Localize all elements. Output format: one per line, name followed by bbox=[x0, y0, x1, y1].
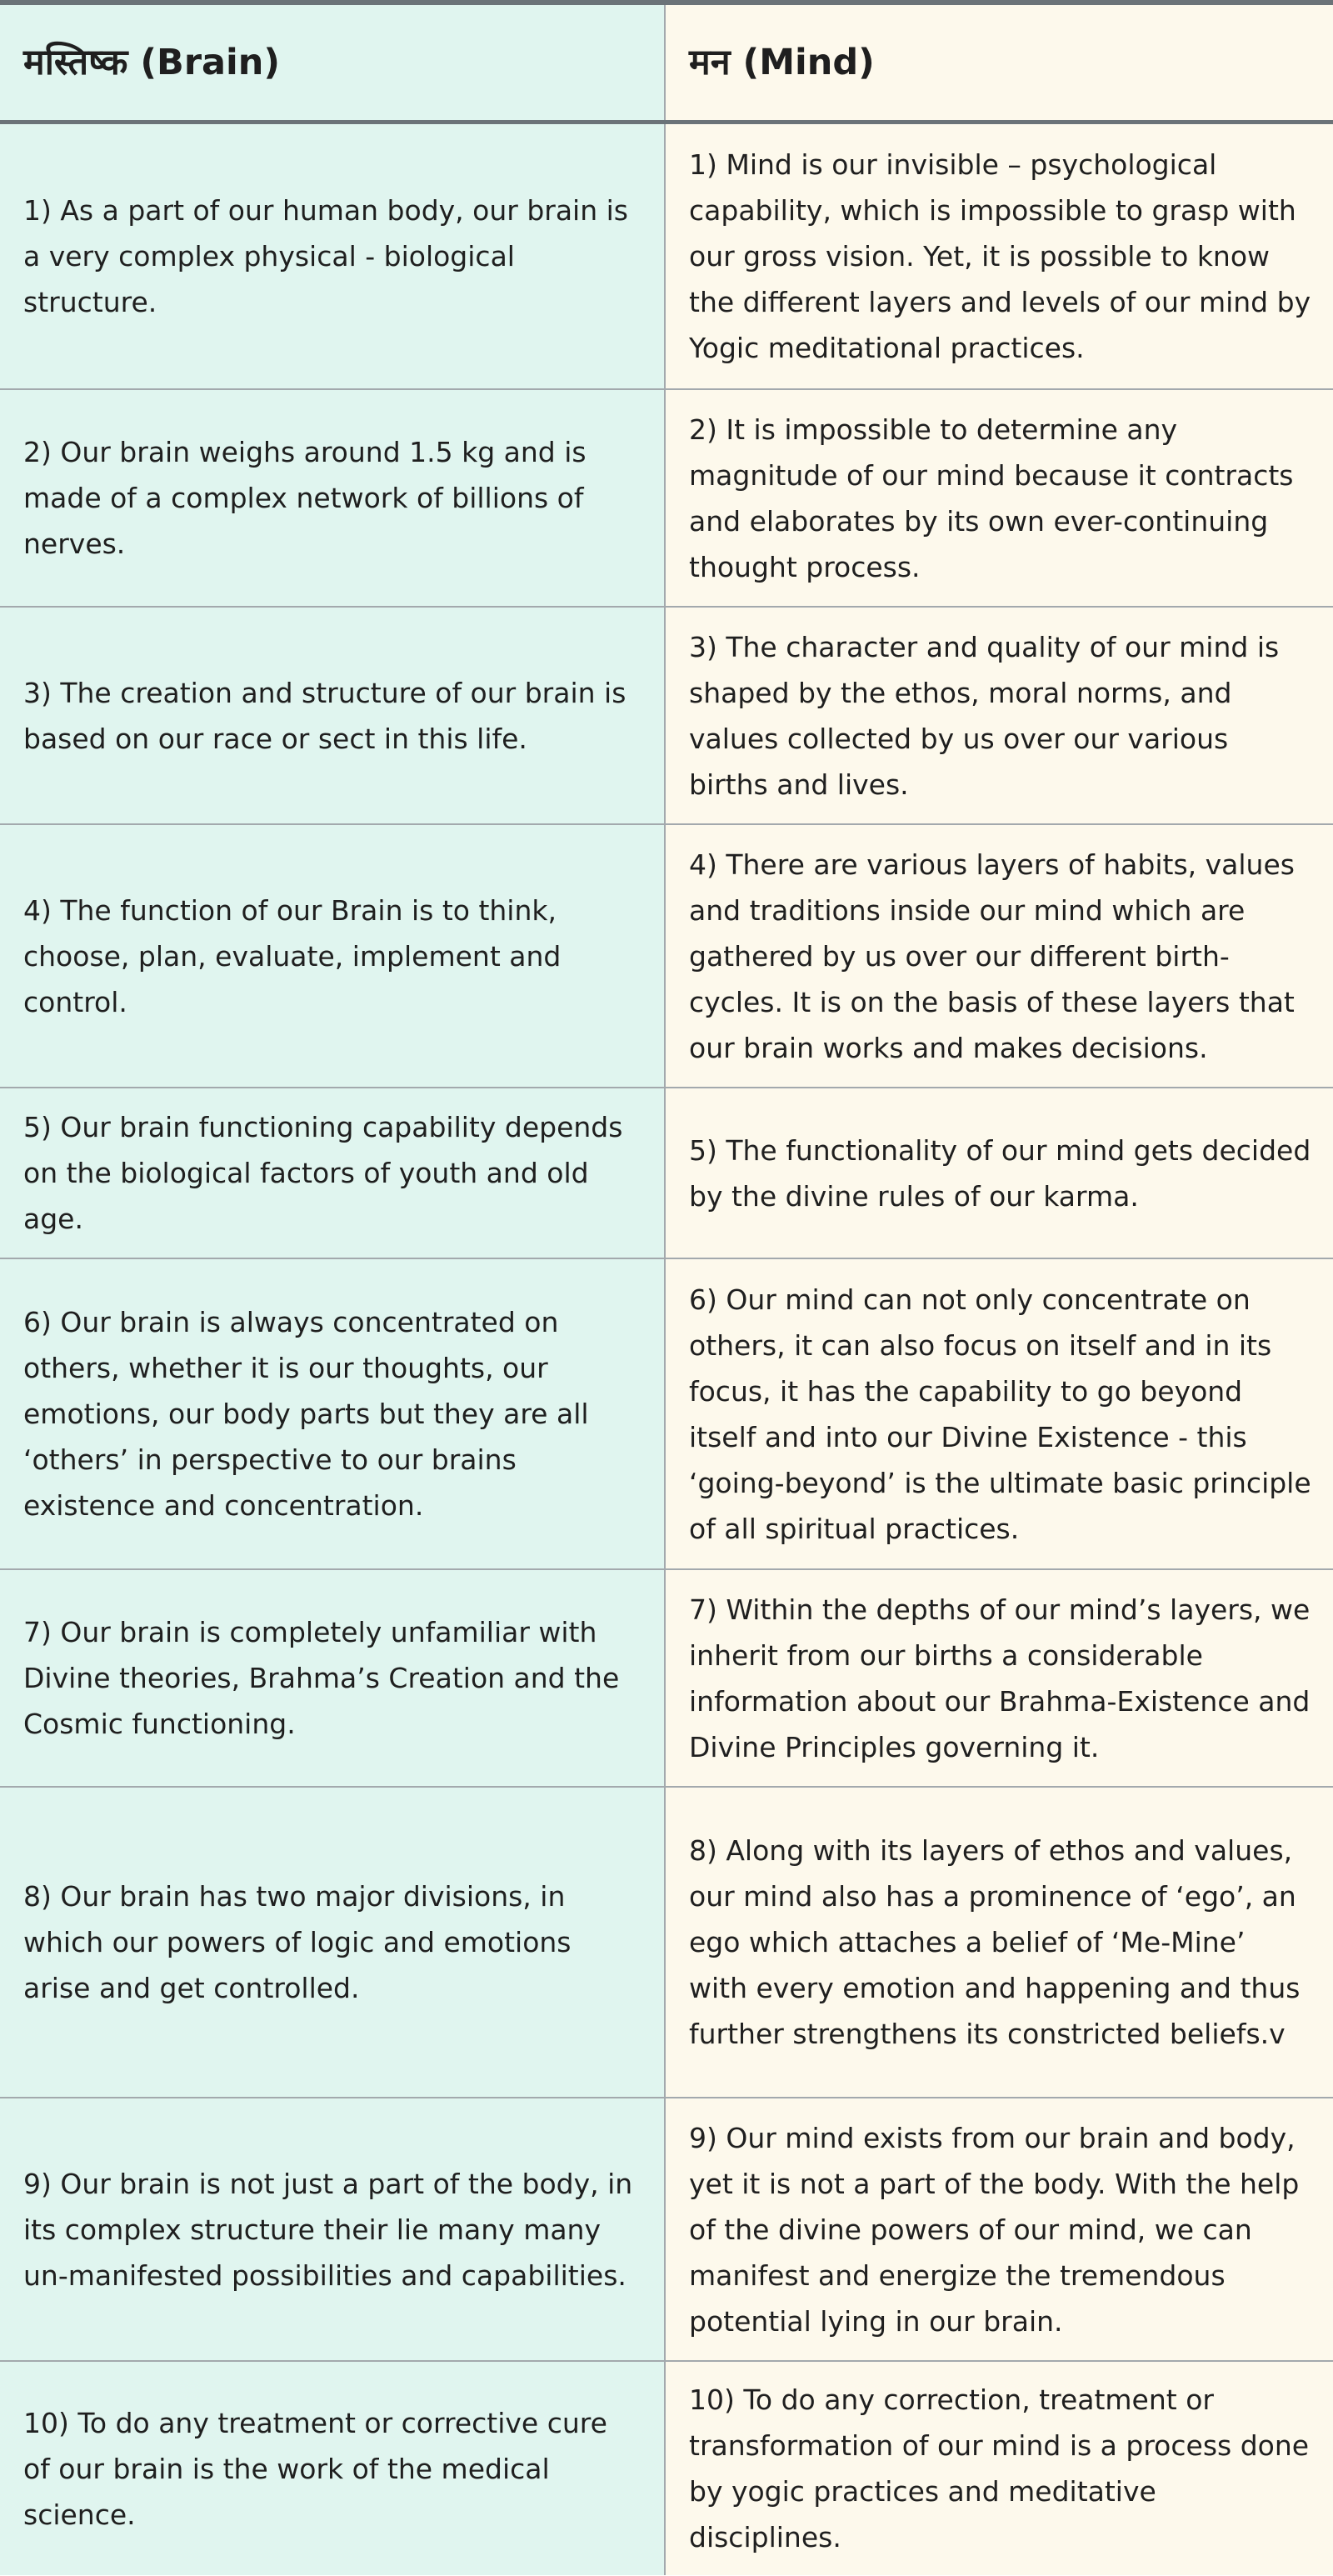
brain-cell-9 bbox=[0, 2098, 666, 2360]
brain-text-6: 6) Our brain is always concentrated on others, whether it is our thoughts, our emotions, our body parts but they are all ‘others’ in perspective to our brains existence and concentration. bbox=[23, 1306, 589, 1522]
table-row bbox=[0, 608, 1333, 825]
brain-cell-10 bbox=[0, 2362, 666, 2575]
table-row bbox=[0, 1570, 1333, 1788]
mind-text-4: 4) There are various layers of habits, values and traditions inside our mind which are gathered by us over our different birth-cycles. It is on the basis of these layers that our brain works and makes decisions. bbox=[689, 848, 1295, 1064]
header-brain bbox=[0, 5, 666, 120]
header-mind bbox=[666, 5, 1333, 120]
brain-text-3: 3) The creation and structure of our brain is based on our race or sect in this life. bbox=[23, 676, 627, 755]
mind-text-10: 10) To do any correction, treatment or transformation of our mind is a process done by yogic practices and meditative disciplines. bbox=[689, 2383, 1310, 2553]
mind-text-7: 7) Within the depths of our mind’s layers, we inherit from our births a considerable information about our Brahma-Existence and Divine Principles governing it. bbox=[689, 1593, 1311, 1763]
brain-text-8: 8) Our brain has two major divisions, in which our powers of logic and emotions arise and get controlled. bbox=[23, 1880, 572, 2004]
mind-text-9: 9) Our mind exists from our brain and body, yet it is not a part of the body. With the help of the divine powers of our mind, we can manifest and energize the tremendous potential lying in our brain. bbox=[689, 2121, 1300, 2338]
mind-text-2: 2) It is impossible to determine any magnitude of our mind because it contracts and elaborates by its own ever-continuing thought process. bbox=[689, 413, 1294, 583]
table-row bbox=[0, 825, 1333, 1088]
table-row bbox=[0, 1788, 1333, 2098]
table-row bbox=[0, 2362, 1333, 2575]
brain-cell-4 bbox=[0, 825, 666, 1087]
brain-text-5: 5) Our brain functioning capability depends on the biological factors of youth and old age. bbox=[23, 1111, 623, 1235]
brain-text-4: 4) The function of our Brain is to think, choose, plan, evaluate, implement and control. bbox=[23, 893, 562, 1018]
mind-cell-7 bbox=[666, 1570, 1333, 1786]
mind-cell-8 bbox=[666, 1788, 1333, 2097]
table-row bbox=[0, 390, 1333, 608]
mind-text-1: 1) Mind is our invisible – psychological capability, which is impossible to grasp with our gross vision. Yet, it is possible to know the different layers and levels of our mind by Yogic meditational practices. bbox=[689, 148, 1311, 364]
mind-cell-1 bbox=[666, 124, 1333, 388]
brain-cell-2 bbox=[0, 390, 666, 606]
brain-text-10: 10) To do any treatment or corrective cure of our brain is the work of the medical science. bbox=[23, 2406, 607, 2531]
brain-text-7: 7) Our brain is completely unfamiliar with Divine theories, Brahma’s Creation and the Cosmic functioning. bbox=[23, 1616, 620, 1740]
brain-cell-8 bbox=[0, 1788, 666, 2097]
brain-text-1: 1) As a part of our human body, our brain is a very complex physical - biological structure. bbox=[23, 194, 628, 318]
brain-cell-3 bbox=[0, 608, 666, 823]
table-row bbox=[0, 124, 1333, 390]
mind-cell-10 bbox=[666, 2362, 1333, 2575]
mind-text-5: 5) The functionality of our mind gets decided by the divine rules of our karma. bbox=[689, 1133, 1311, 1213]
brain-cell-5 bbox=[0, 1088, 666, 1258]
mind-text-6: 6) Our mind can not only concentrate on others, it can also focus on itself and in its focus, it has the capability to go beyond itself and into our Divine Existence - this ‘going-beyond’ is the ultimate basic principle of all spiritual practices. bbox=[689, 1283, 1311, 1545]
mind-cell-6 bbox=[666, 1259, 1333, 1568]
mind-cell-9 bbox=[666, 2098, 1333, 2360]
brain-text-9: 9) Our brain is not just a part of the body, in its complex structure their lie many many un-manifested possibilities and capabilities. bbox=[23, 2167, 633, 2292]
table-row bbox=[0, 1088, 1333, 1259]
mind-cell-2 bbox=[666, 390, 1333, 606]
mind-text-3: 3) The character and quality of our mind is shaped by the ethos, moral norms, and values collected by us over our various births and lives. bbox=[689, 630, 1280, 801]
mind-text-8: 8) Along with its layers of ethos and values, our mind also has a prominence of ‘ego’, an ego which attaches a belief of ‘Me-Mine’ with every emotion and happening and thus further strengthens its constricted beliefs.v bbox=[689, 1834, 1301, 2050]
brain-cell-7 bbox=[0, 1570, 666, 1786]
mind-cell-4 bbox=[666, 825, 1333, 1087]
table-header-row bbox=[0, 5, 1333, 124]
header-brain-text: मस्तिष्क (Brain) bbox=[23, 42, 281, 83]
table-row bbox=[0, 2098, 1333, 2362]
table-row bbox=[0, 1259, 1333, 1570]
mind-cell-3 bbox=[666, 608, 1333, 823]
mind-cell-5 bbox=[666, 1088, 1333, 1258]
brain-cell-1 bbox=[0, 124, 666, 388]
brain-cell-6 bbox=[0, 1259, 666, 1568]
header-mind-text: मन (Mind) bbox=[689, 42, 875, 83]
brain-text-2: 2) Our brain weighs around 1.5 kg and is made of a complex network of billions of nerves. bbox=[23, 436, 587, 560]
